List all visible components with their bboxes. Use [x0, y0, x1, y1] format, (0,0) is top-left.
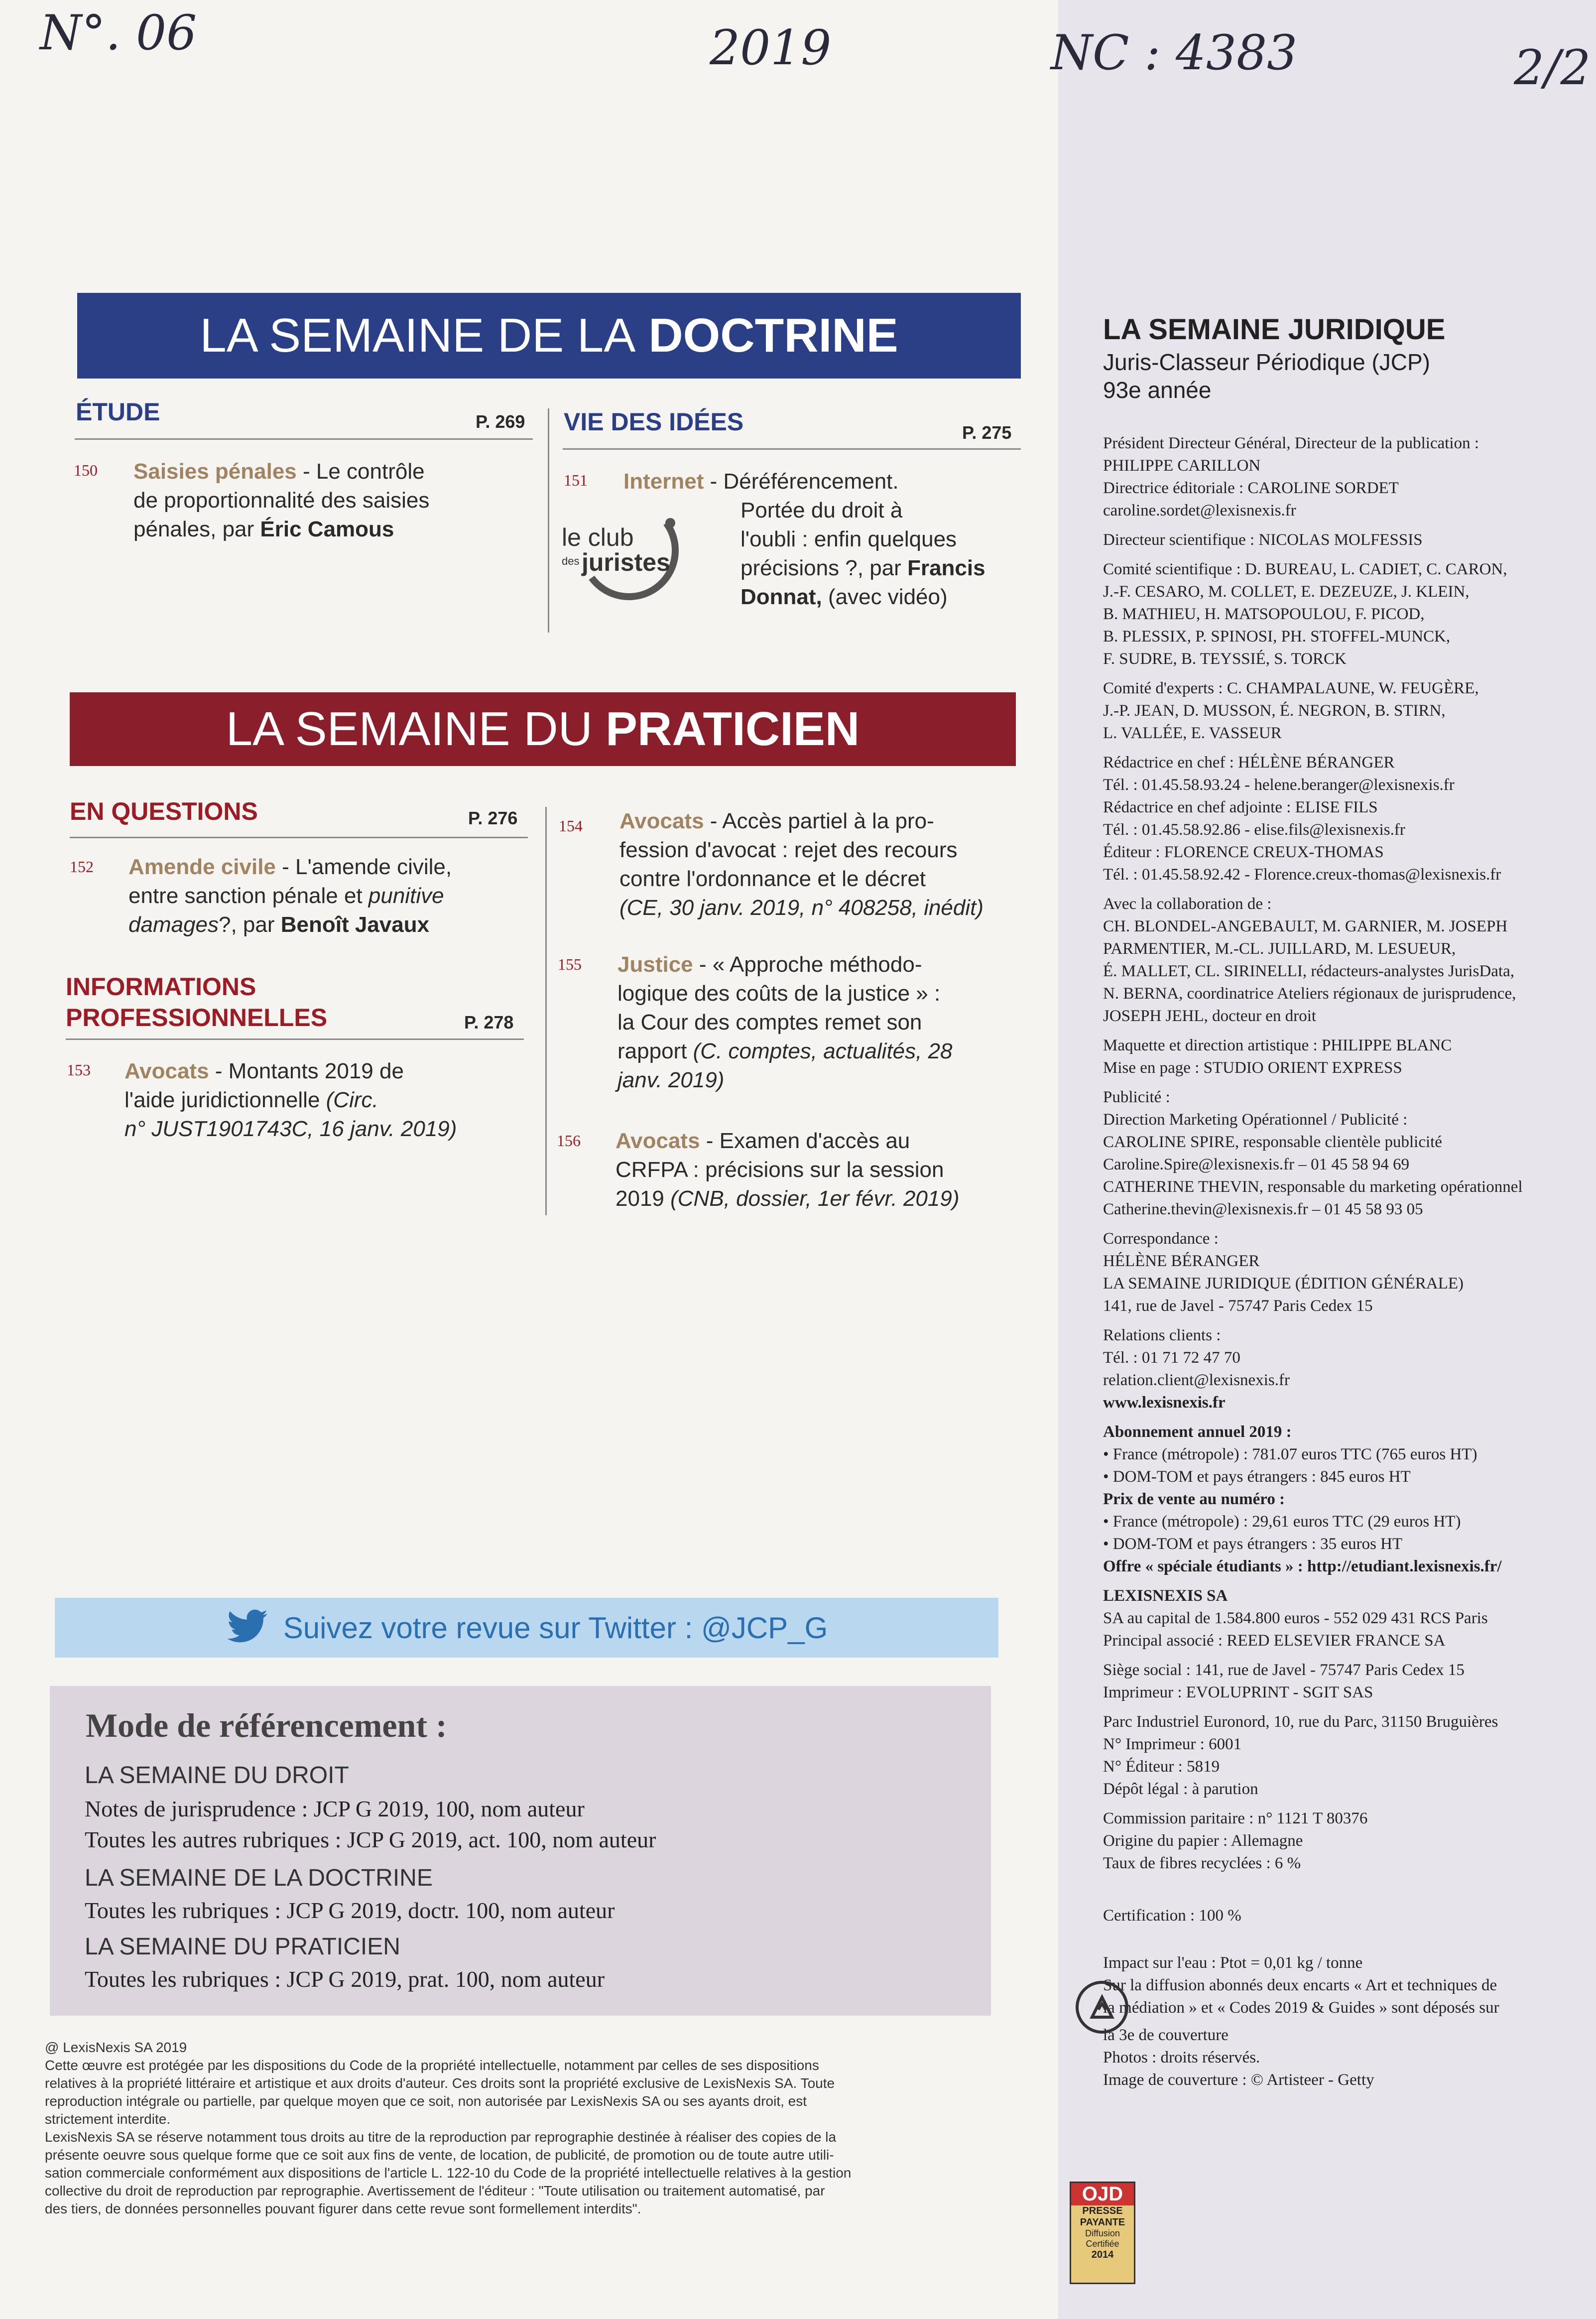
doctrine-banner [77, 293, 1021, 379]
etude-rule [75, 438, 533, 440]
questions-page: P. 276 [468, 808, 518, 828]
twitter-banner [55, 1598, 998, 1658]
copyright-l5: strictement interdite. [45, 2111, 171, 2127]
masthead-line: Éditeur : FLORENCE CREUX-THOMAS [1103, 843, 1384, 861]
masthead-line: Publicité : [1103, 1088, 1170, 1106]
article-151-l3: l'oubli : enfin quelques [740, 527, 957, 551]
article-154-l1: - Accès partiel à la pro- [704, 809, 934, 833]
masthead-line: Commission paritaire : n° 1121 T 80376 [1103, 1809, 1368, 1827]
masthead-line: Taux de fibres recyclées : 6 % [1103, 1854, 1301, 1872]
masthead-line: Offre « spéciale étudiants » : http://etudiant.lexisnexis.fr/ [1103, 1557, 1502, 1575]
article-155-l3: la Cour des comptes remet son [617, 1010, 922, 1034]
infos-heading-1: INFORMATIONS [66, 973, 256, 1001]
masthead-line: CAROLINE SPIRE, responsable clientèle publicité [1103, 1133, 1442, 1151]
twitter-text: Suivez votre revue sur Twitter : @JCP_G [283, 1611, 828, 1645]
masthead-line: Imprimeur : EVOLUPRINT - SGIT SAS [1103, 1683, 1373, 1701]
infos-rule [66, 1038, 524, 1040]
masthead-line: Président Directeur Général, Directeur de la publication : [1103, 434, 1479, 452]
vie-heading: VIE DES IDÉES [564, 408, 744, 436]
masthead-line: SA au capital de 1.584.800 euros - 552 029 431 RCS Paris [1103, 1609, 1488, 1627]
mode-t1: Notes de jurisprudence : JCP G 2019, 100, nom auteur [85, 1796, 585, 1821]
infos-heading [66, 971, 327, 1033]
etude-page: P. 269 [476, 411, 525, 432]
masthead-line: J.-P. JEAN, D. MUSSON, É. NEGRON, B. STIRN, [1103, 702, 1446, 720]
masthead-subtitle: Juris-Classeur Périodique (JCP) [1103, 349, 1430, 375]
masthead-line: Sur la diffusion abonnés deux encarts « Art et techniques de [1103, 1976, 1497, 1994]
article-153-kw: Avocats [124, 1059, 209, 1083]
copyright-l6: LexisNexis SA se réserve notamment tous droits au titre de la reproduction par reprographie destinée à réaliser des copies de la [45, 2129, 837, 2145]
article-154-kw: Avocats [619, 809, 704, 833]
masthead-line: Rédactrice en chef adjointe : ELISE FILS [1103, 798, 1378, 816]
mode-t3: Toutes les rubriques : JCP G 2019, doctr. 100, nom auteur [85, 1898, 615, 1923]
masthead-line: N° Imprimeur : 6001 [1103, 1735, 1242, 1753]
masthead-line: Caroline.Spire@lexisnexis.fr – 01 45 58 94 69 [1103, 1156, 1410, 1173]
copyright-l7: présente oeuvre sous quelque forme que ce soit aux fins de vente, de location, de publicité, de promotion ou de toute autre utili- [45, 2147, 834, 2163]
masthead-line: Avec la collaboration de : [1103, 895, 1272, 913]
article-151-l5: (avec vidéo) [822, 585, 948, 609]
masthead-line: É. MALLET, CL. SIRINELLI, rédacteurs-analystes JurisData, [1103, 962, 1514, 980]
masthead-line: Correspondance : [1103, 1230, 1219, 1248]
masthead-line: caroline.sordet@lexisnexis.fr [1103, 502, 1296, 519]
masthead-line: Maquette et direction artistique : PHILIPPE BLANC [1103, 1036, 1452, 1054]
ojd-l6: 2014 [1091, 2249, 1114, 2260]
article-152-l2i: punitive [368, 884, 444, 908]
masthead-line: Tél. : 01.45.58.93.24 - helene.beranger@lexisnexis.fr [1103, 776, 1455, 794]
mode-t2: Toutes les autres rubriques : JCP G 2019, act. 100, nom auteur [85, 1827, 656, 1852]
masthead-line: Dépôt légal : à parution [1103, 1780, 1258, 1798]
masthead-line: Photos : droits réservés. [1103, 2049, 1260, 2066]
article-151-l2: Portée du droit à [740, 498, 903, 522]
article-156-num: 156 [557, 1132, 581, 1150]
club-logo-le: le club [562, 523, 634, 551]
ojd-l3: PAYANTE [1080, 2217, 1125, 2228]
article-152-author: Benoît Javaux [280, 912, 430, 937]
masthead-line: Rédactrice en chef : HÉLÈNE BÉRANGER [1103, 754, 1395, 772]
handwritten-number: N°. 06 [40, 5, 197, 61]
recycle-icon [1075, 1980, 1129, 2037]
mode-t4: Toutes les rubriques : JCP G 2019, prat. 100, nom auteur [85, 1966, 605, 1992]
copyright-l4: reproduction intégrale ou partielle, par quelque moyen que ce soit, non autorisée par LexisNexis SA ou ses ayants droit, est [45, 2093, 807, 2109]
ojd-badge [1070, 2182, 1135, 2284]
article-150 [133, 457, 532, 544]
masthead-line: • DOM-TOM et pays étrangers : 35 euros HT [1103, 1535, 1403, 1553]
copyright-notice [45, 2039, 1001, 2218]
article-150-l3: pénales, par [133, 517, 260, 541]
masthead-line: • France (métropole) : 29,61 euros TTC (29 euros HT) [1103, 1513, 1461, 1531]
masthead-line: Mise en page : STUDIO ORIENT EXPRESS [1103, 1059, 1402, 1077]
article-156-l3: 2019 [615, 1186, 671, 1211]
masthead-line: Siège social : 141, rue de Javel - 75747 Paris Cedex 15 [1103, 1661, 1465, 1679]
article-153-l1: - Montants 2019 de [209, 1059, 404, 1083]
masthead-line: Tél. : 01.45.58.92.42 - Florence.creux-thomas@lexisnexis.fr [1103, 866, 1501, 884]
praticien-column-divider [545, 807, 547, 1215]
club-logo-des: des [562, 555, 580, 567]
masthead-line: www.lexisnexis.fr [1103, 1394, 1226, 1412]
article-153-l2: l'aide juridictionnelle [124, 1088, 326, 1112]
questions-rule [70, 837, 528, 838]
doctrine-column-divider [548, 408, 549, 633]
masthead-line: Parc Industriel Euronord, 10, rue du Parc, 31150 Bruguières [1103, 1713, 1498, 1731]
masthead-line: Catherine.thevin@lexisnexis.fr – 01 45 58 93 05 [1103, 1200, 1423, 1218]
article-150-l1: - Le contrôle [296, 459, 425, 484]
handwritten-year: 2019 [710, 20, 832, 76]
masthead-line: LA SEMAINE JURIDIQUE (ÉDITION GÉNÉRALE) [1103, 1275, 1464, 1292]
masthead-line: CATHERINE THEVIN, responsable du marketing opérationnel [1103, 1178, 1523, 1196]
article-155 [617, 950, 1026, 1095]
masthead-line: Principal associé : REED ELSEVIER FRANCE SA [1103, 1632, 1446, 1650]
article-151-author1: Francis [907, 556, 985, 580]
etude-heading: ÉTUDE [76, 398, 160, 426]
article-150-author: Éric Camous [260, 517, 394, 541]
article-151-num: 151 [564, 471, 588, 489]
doctrine-banner-pre: LA SEMAINE DE LA [200, 309, 636, 362]
infos-heading-2: PROFESSIONNELLES [66, 1004, 328, 1031]
article-152-l1: - L'amende civile, [275, 855, 452, 879]
masthead-line: PARMENTIER, M.-CL. JUILLARD, M. LESUEUR, [1103, 940, 1456, 958]
masthead-line: la 3e de couverture [1103, 2026, 1228, 2044]
article-151-l4: précisions ?, par [740, 556, 908, 580]
handwritten-code: NC : 4383 [1051, 25, 1298, 81]
article-154-l2: fession d'avocat : rejet des recours [619, 838, 958, 862]
mode-h2: LA SEMAINE DE LA DOCTRINE [85, 1865, 433, 1891]
article-156-l2: CRFPA : précisions sur la session [615, 1158, 944, 1182]
masthead-line: Image de couverture : © Artisteer - Getty [1103, 2071, 1374, 2089]
masthead-line: Impact sur l'eau : Ptot = 0,01 kg / tonne [1103, 1954, 1363, 1972]
article-155-num: 155 [558, 955, 582, 973]
club-logo-juristes: juristes [582, 548, 670, 576]
masthead-line: la médiation » et « Codes 2019 & Guides » sont déposés sur [1103, 1999, 1499, 2017]
masthead-line: Directrice éditoriale : CAROLINE SORDET [1103, 479, 1399, 497]
masthead-line: Prix de vente au numéro : [1103, 1490, 1285, 1508]
article-154 [619, 807, 1028, 922]
infos-page: P. 278 [464, 1012, 514, 1032]
article-154-l4i: (CE, 30 janv. 2019, n° 408258, inédit) [619, 896, 984, 920]
copyright-l1: @ LexisNexis SA 2019 [45, 2040, 187, 2055]
masthead-line: JOSEPH JEHL, docteur en droit [1103, 1007, 1317, 1025]
copyright-l10: des tiers, de données personnelles pouvant figurer dans cette revue sont formellement interdits". [45, 2201, 641, 2216]
masthead-line: N° Éditeur : 5819 [1103, 1758, 1220, 1776]
praticien-banner-pre: LA SEMAINE DU [226, 702, 593, 756]
article-153-l2i: (Circ. [326, 1088, 378, 1112]
masthead-line: Direction Marketing Opérationnel / Publicité : [1103, 1111, 1408, 1129]
masthead-line: Origine du papier : Allemagne [1103, 1832, 1303, 1850]
masthead-line: HÉLÈNE BÉRANGER [1103, 1252, 1260, 1270]
twitter-bird-icon [226, 1609, 269, 1647]
article-156 [615, 1127, 1024, 1213]
masthead-line: • DOM-TOM et pays étrangers : 845 euros HT [1103, 1468, 1411, 1486]
masthead-annee: 93e année [1103, 377, 1212, 403]
masthead-line: B. PLESSIX, P. SPINOSI, PH. STOFFEL-MUNCK, [1103, 628, 1451, 645]
masthead-line: Relations clients : [1103, 1326, 1221, 1344]
ojd-l1: OJD [1071, 2183, 1134, 2205]
article-150-num: 150 [74, 461, 98, 479]
masthead-line: relation.client@lexisnexis.fr [1103, 1371, 1290, 1389]
article-152 [128, 853, 537, 939]
article-151-kw: Internet [623, 469, 704, 494]
article-155-l4: rapport [617, 1039, 693, 1063]
article-156-l1: - Examen d'accès au [700, 1129, 910, 1153]
masthead-line: J.-F. CESARO, M. COLLET, E. DEZEUZE, J. KLEIN, [1103, 583, 1470, 601]
vie-page: P. 275 [962, 422, 1012, 443]
mode-referencement-box [50, 1686, 991, 2016]
article-151-author2: Donnat, [740, 585, 822, 609]
vie-rule [563, 448, 1021, 450]
article-152-l2: entre sanction pénale et [128, 884, 368, 908]
masthead-line: B. MATHIEU, H. MATSOPOULOU, F. PICOD, [1103, 605, 1425, 623]
masthead-line: Certification : 100 % [1103, 1907, 1241, 1925]
masthead-line: CH. BLONDEL-ANGEBAULT, M. GARNIER, M. JOSEPH [1103, 917, 1508, 935]
masthead-line: N. BERNA, coordinatrice Ateliers régionaux de jurisprudence, [1103, 985, 1516, 1003]
club-juristes-logo [562, 503, 696, 608]
article-156-l3i: (CNB, dossier, 1er févr. 2019) [670, 1186, 960, 1211]
article-153-l3i: n° JUST1901743C, 16 janv. 2019) [124, 1117, 457, 1141]
masthead-line: Tél. : 01 71 72 47 70 [1103, 1349, 1240, 1367]
article-155-l2: logique des coûts de la justice » : [617, 981, 941, 1006]
masthead-title: LA SEMAINE JURIDIQUE [1103, 313, 1446, 346]
article-153-num: 153 [67, 1061, 91, 1079]
article-151-l1: - Déréférencement. [704, 469, 899, 494]
article-153 [124, 1057, 533, 1144]
copyright-l3: relatives à la propriété littéraire et artistique et aux droits d'auteur. Ces droits sont la propriété exclusive de LexisNexis SA. Toute [45, 2075, 835, 2091]
article-152-l3: ?, par [219, 912, 281, 937]
copyright-l9: collective du droit de reproduction par reprographie. Avertissement de l'éditeur : "Toute utilisation ou traitement automatisé, par [45, 2183, 825, 2198]
masthead-line: Comité scientifique : D. BUREAU, L. CADIET, C. CARON, [1103, 560, 1507, 578]
copyright-l2: Cette œuvre est protégée par les dispositions du Code de la propriété intellectuelle, notamment par celles de ses dispositions [45, 2058, 819, 2073]
praticien-banner [70, 692, 1016, 766]
masthead-line: PHILIPPE CARILLON [1103, 457, 1261, 475]
praticien-banner-bold: PRATICIEN [605, 702, 860, 756]
article-154-l3: contre l'ordonnance et le décret [619, 867, 926, 891]
ojd-l2: PRESSE [1082, 2205, 1123, 2216]
article-152-kw: Amende civile [128, 855, 276, 879]
article-152-l3i: damages [128, 912, 219, 937]
masthead-line: F. SUDRE, B. TEYSSIÉ, S. TORCK [1103, 650, 1347, 668]
mode-title: Mode de référencement : [86, 1706, 447, 1744]
masthead-line: Abonnement annuel 2019 : [1103, 1423, 1292, 1441]
masthead-line: • France (métropole) : 781.07 euros TTC (765 euros HT) [1103, 1445, 1477, 1463]
article-156-kw: Avocats [615, 1129, 700, 1153]
article-155-kw: Justice [617, 952, 693, 977]
masthead-credits [1103, 432, 1591, 2091]
ojd-l5: Certifiée [1086, 2239, 1119, 2249]
handwritten-page: 2/2 [1514, 40, 1591, 96]
doctrine-banner-bold: DOCTRINE [648, 309, 898, 362]
article-152-num: 152 [70, 858, 94, 876]
mode-h3: LA SEMAINE DU PRATICIEN [85, 1933, 400, 1960]
masthead-line: L. VALLÉE, E. VASSEUR [1103, 724, 1282, 742]
masthead-line: 141, rue de Javel - 75747 Paris Cedex 15 [1103, 1297, 1373, 1315]
masthead-line: Comité d'experts : C. CHAMPALAUNE, W. FEUGÈRE, [1103, 679, 1479, 697]
ojd-l4: Diffusion [1085, 2228, 1120, 2238]
article-154-num: 154 [559, 817, 583, 835]
mode-h1: LA SEMAINE DU DROIT [85, 1762, 349, 1789]
article-155-l5i: janv. 2019) [617, 1068, 725, 1092]
article-150-kw: Saisies pénales [133, 459, 297, 484]
questions-heading: EN QUESTIONS [70, 797, 258, 825]
copyright-l8: sation commerciale conformément aux dispositions de l'article L. 122-10 du Code de la propriété intellectuelle relatives à la gestion [45, 2165, 852, 2181]
masthead-line: Directeur scientifique : NICOLAS MOLFESSIS [1103, 531, 1423, 549]
article-155-l4i: (C. comptes, actualités, 28 [693, 1039, 953, 1063]
article-150-l2: de proportionnalité des saisies [133, 488, 430, 513]
article-155-l1: - « Approche méthodo- [693, 952, 922, 977]
masthead-line: LEXISNEXIS SA [1103, 1587, 1228, 1605]
masthead-line: Tél. : 01.45.58.92.86 - elise.fils@lexisnexis.fr [1103, 821, 1405, 839]
